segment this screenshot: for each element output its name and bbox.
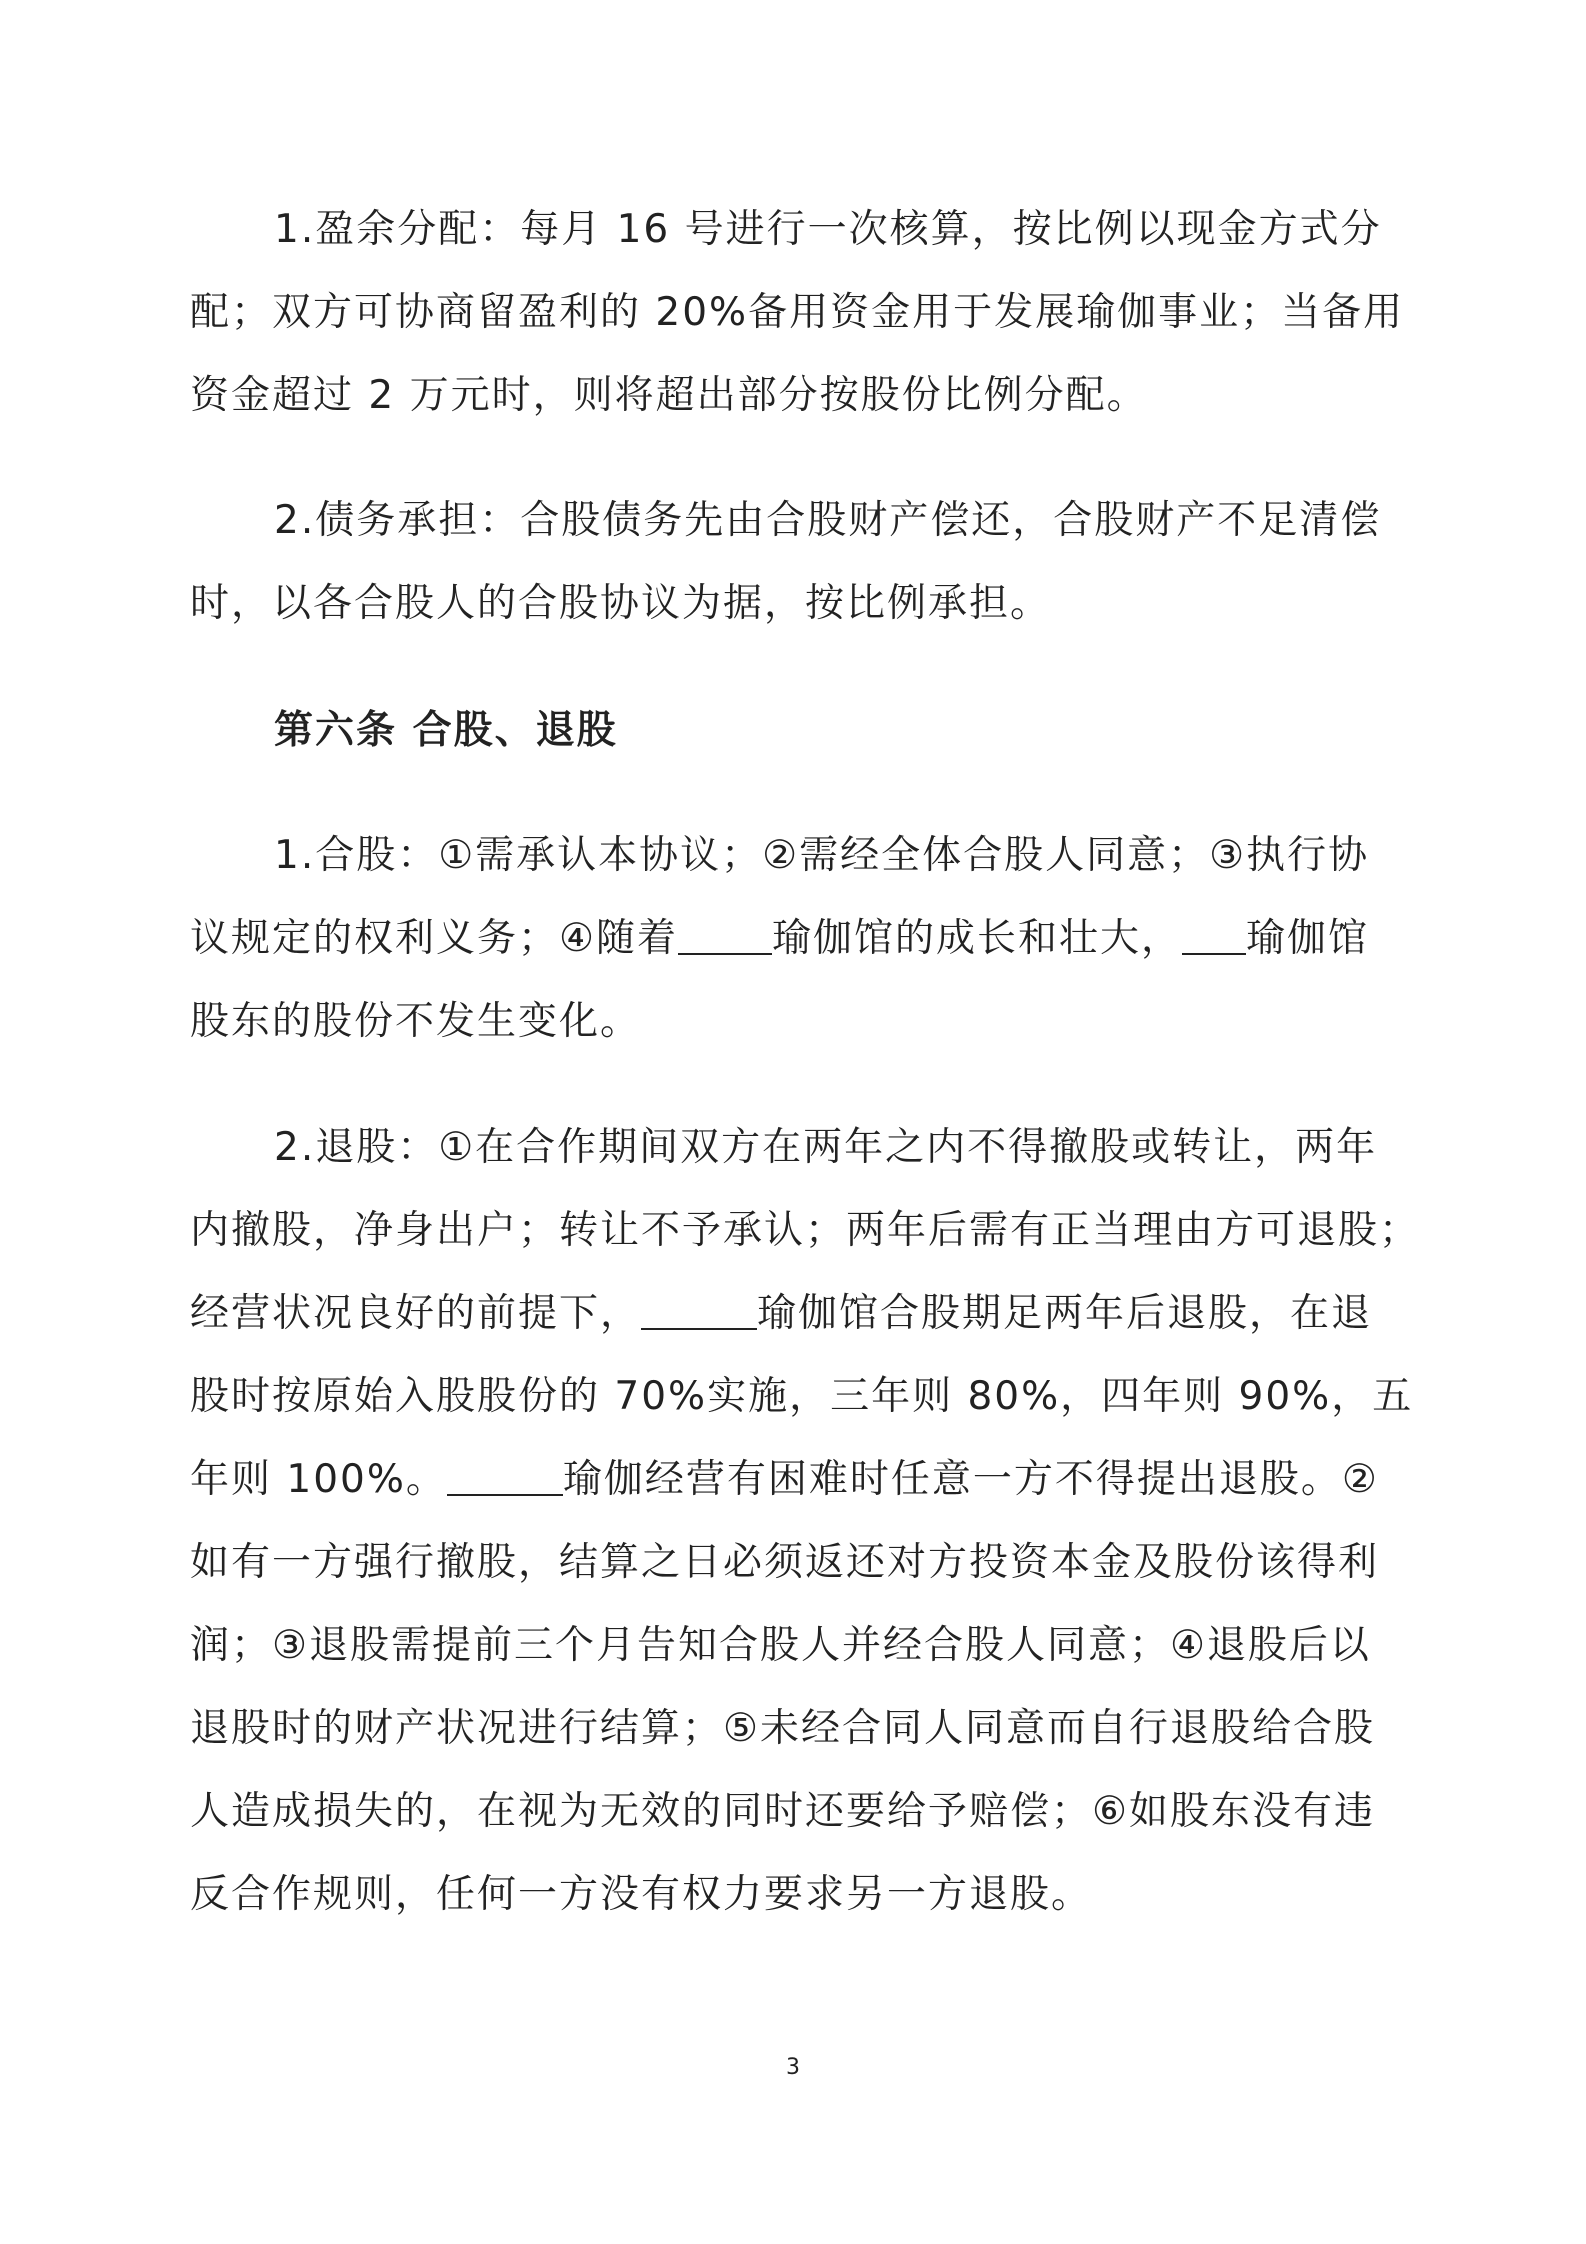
debt-bearing-line-1: 2.债务承担：合股债务先由合股财产偿还，合股财产不足清偿: [274, 498, 1382, 543]
blank-field: [678, 915, 772, 955]
withdrawal-line-9: 人造成损失的，在视为无效的同时还要给予赔偿；⑥如股东没有违: [190, 1789, 1375, 1834]
partnership-join-line-1: 1.合股：①需承认本协议；②需经全体合股人同意；③执行协: [274, 833, 1370, 878]
withdrawal-line-5-text-a: 年则 100%。: [190, 1457, 447, 1502]
withdrawal-line-5: [190, 1456, 1379, 1504]
section-heading: 第六条 合股、退股: [274, 708, 618, 753]
profit-distribution-line-1: 1.盈余分配：每月 16 号进行一次核算，按比例以现金方式分: [274, 207, 1382, 252]
partnership-join-line-3: 股东的股份不发生变化。: [190, 999, 642, 1044]
blank-field: [641, 1290, 757, 1330]
withdrawal-line-7: 润；③退股需提前三个月告知合股人并经合股人同意；④退股后以: [190, 1623, 1371, 1668]
page-number: 3: [786, 2055, 800, 2080]
withdrawal-line-5-text-b: 瑜伽经营有困难时任意一方不得提出退股。②: [562, 1457, 1379, 1502]
partnership-join-line-2: [190, 915, 1369, 963]
withdrawal-line-8: 退股时的财产状况进行结算；⑤未经合同人同意而自行退股给合股: [190, 1706, 1375, 1751]
profit-distribution-line-2: 配；双方可协商留盈利的 20%备用资金用于发展瑜伽事业；当备用: [190, 290, 1405, 335]
withdrawal-line-4: 股时按原始入股股份的 70%实施，三年则 80%，四年则 90%，五: [190, 1374, 1414, 1419]
withdrawal-line-3: [190, 1290, 1372, 1338]
partnership-join-line-2-text-b: 瑜伽馆的成长和壮大，: [771, 916, 1182, 961]
blank-field: [447, 1456, 563, 1496]
withdrawal-line-2: 内撤股，净身出户；转让不予承认；两年后需有正当理由方可退股；: [190, 1208, 1421, 1253]
withdrawal-line-3-text-b: 瑜伽馆合股期足两年后退股，在退: [757, 1291, 1373, 1336]
blank-field: [1182, 915, 1246, 955]
partnership-join-line-2-text-a: 议规定的权利义务；④随着: [190, 916, 678, 961]
profit-distribution-line-3: 资金超过 2 万元时，则将超出部分按股份比例分配。: [190, 373, 1148, 418]
withdrawal-line-1: 2.退股：①在合作期间双方在两年之内不得撤股或转让，两年: [274, 1125, 1378, 1170]
partnership-join-line-2-text-c: 瑜伽馆: [1245, 916, 1369, 961]
debt-bearing-line-2: 时，以各合股人的合股协议为据，按比例承担。: [190, 581, 1052, 626]
withdrawal-line-10: 反合作规则，任何一方没有权力要求另一方退股。: [190, 1872, 1093, 1917]
withdrawal-line-6: 如有一方强行撤股，结算之日必须返还对方投资本金及股份该得利: [190, 1540, 1380, 1585]
withdrawal-line-3-text-a: 经营状况良好的前提下，: [190, 1291, 642, 1336]
